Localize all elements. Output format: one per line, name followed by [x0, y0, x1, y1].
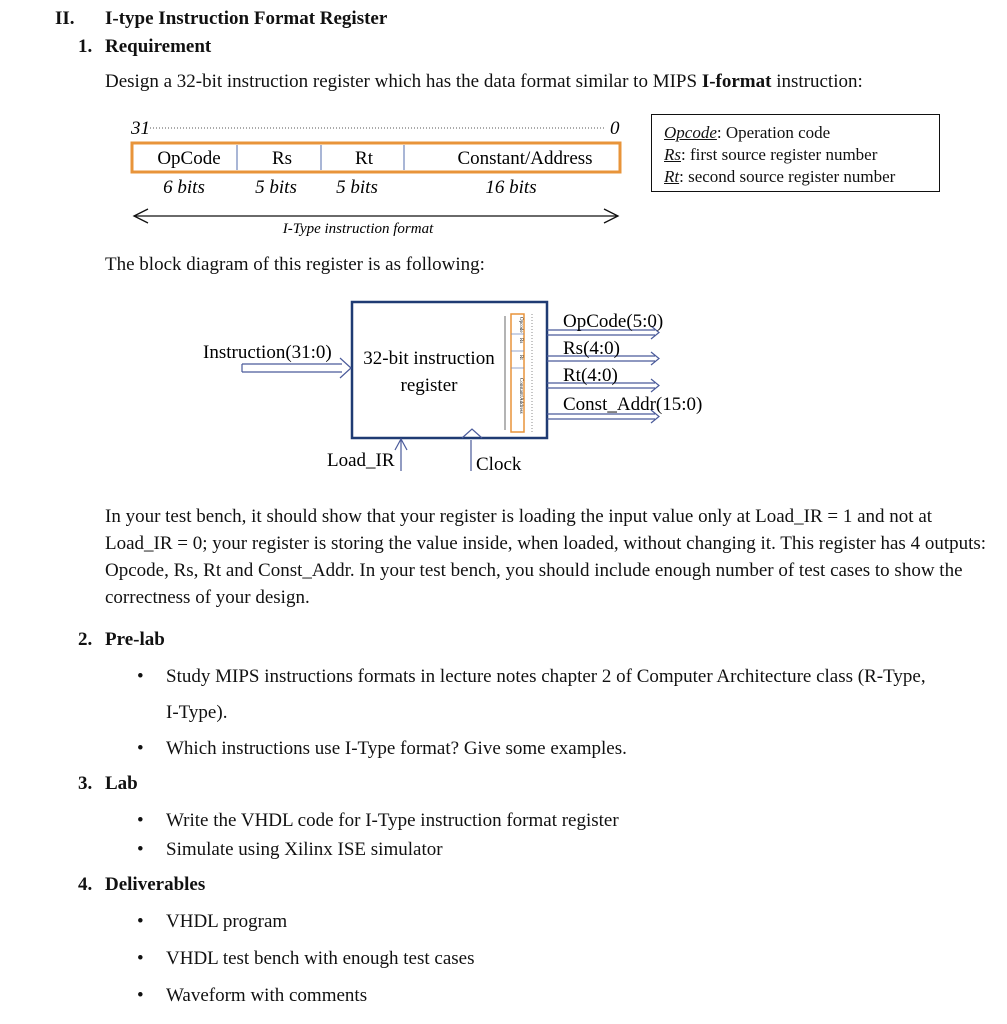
- legend-term: Opcode: [664, 123, 717, 142]
- legend-term: Rt: [664, 167, 680, 186]
- width-opcode: 6 bits: [163, 177, 205, 198]
- bullet-icon: •: [137, 911, 144, 932]
- mini-field-opcode: Opcode: [518, 317, 523, 333]
- s1-intro-post: instruction:: [771, 71, 863, 92]
- section-number: II.: [55, 8, 75, 29]
- s1-number: 1.: [78, 36, 93, 57]
- legend-item-rs: [664, 144, 895, 166]
- bullet-icon: •: [137, 810, 144, 831]
- bit-low-label: 0: [610, 118, 620, 139]
- mini-field-rt: Rt: [518, 355, 523, 360]
- s4-bullet-1: VHDL program: [166, 911, 288, 932]
- s2-title: Pre-lab: [105, 629, 165, 650]
- s1-intro-bold: I-format: [701, 71, 772, 92]
- bit-high-label: 31: [131, 118, 150, 139]
- s4-bullet-2: VHDL test bench with enough test cases: [166, 948, 475, 969]
- load-arrow-icon: [395, 439, 407, 471]
- width-rs: 5 bits: [255, 177, 297, 198]
- bullet-icon: •: [137, 839, 144, 860]
- width-rt: 5 bits: [336, 177, 378, 198]
- field-rt: Rt: [355, 148, 373, 169]
- legend-desc: : Operation code: [716, 123, 831, 142]
- s1-intro-pre: Design a 32-bit instruction register which has the data format similar to MIPS: [105, 71, 702, 92]
- section-title: I-type Instruction Format Register: [105, 8, 388, 29]
- input-label: Instruction(31:0): [203, 342, 332, 363]
- s2-bullet-1: Study MIPS instructions formats in lecture notes chapter 2 of Computer Architecture class (R-Type,: [166, 666, 926, 687]
- output-rs: Rs(4:0): [563, 338, 620, 359]
- s2-bullet-2: Which instructions use I-Type format? Give some examples.: [166, 738, 627, 759]
- register-title-line2: register: [400, 375, 458, 396]
- legend-list: [664, 122, 895, 188]
- s4-title: Deliverables: [105, 874, 206, 895]
- bullet-icon: •: [137, 948, 144, 969]
- output-rt: Rt(4:0): [563, 365, 618, 386]
- block-diagram: [0, 290, 1007, 490]
- field-opcode: OpCode: [157, 148, 221, 169]
- s2-number: 2.: [78, 629, 93, 650]
- legend-item-rt: [664, 166, 895, 188]
- bullet-icon: •: [137, 985, 144, 1006]
- load-label: Load_IR: [327, 450, 395, 471]
- s4-number: 4.: [78, 874, 93, 895]
- s3-bullet-2: Simulate using Xilinx ISE simulator: [166, 839, 443, 860]
- mini-field-rs: Rs: [518, 338, 523, 344]
- s2-bullet-1-cont: I-Type).: [166, 702, 228, 723]
- width-constant-address: 16 bits: [485, 177, 537, 198]
- legend-desc: : first source register number: [681, 145, 878, 164]
- s3-bullet-1: Write the VHDL code for I-Type instruction format register: [166, 810, 619, 831]
- mini-field-constant-address: Constant/Address: [518, 378, 523, 414]
- s3-title: Lab: [105, 773, 138, 794]
- bullet-icon: •: [137, 738, 144, 759]
- register-title-line1: 32-bit instruction: [363, 348, 495, 369]
- s4-bullet-3: Waveform with comments: [166, 985, 368, 1006]
- output-opcode: OpCode(5:0): [563, 311, 664, 332]
- register-block: [352, 302, 547, 438]
- s3-number: 3.: [78, 773, 93, 794]
- s1-title: Requirement: [105, 36, 212, 57]
- description-paragraph: In your test bench, it should show that your register is loading the input value only at Load_IR = 1 and not at Load_IR = 0; your register is storing the value inside, when loaded, without changing it. This register has 4 outputs: Opcode, Rs, Rt and Const_Addr. In your test bench, you should include enough number of test cases to show the correctness of your design.: [105, 506, 987, 608]
- clock-label: Clock: [476, 454, 522, 475]
- format-caption: I-Type instruction format: [282, 221, 434, 237]
- bullet-icon: •: [137, 666, 144, 687]
- field-rs: Rs: [271, 148, 293, 169]
- legend-item-opcode: [664, 122, 895, 144]
- legend-term: Rs: [664, 145, 681, 164]
- legend-desc: : second source register number: [679, 167, 896, 186]
- output-const-addr: Const_Addr(15:0): [563, 394, 703, 415]
- field-constant-address: Constant/Address: [457, 148, 593, 169]
- block-intro: The block diagram of this register is as following:: [105, 254, 485, 275]
